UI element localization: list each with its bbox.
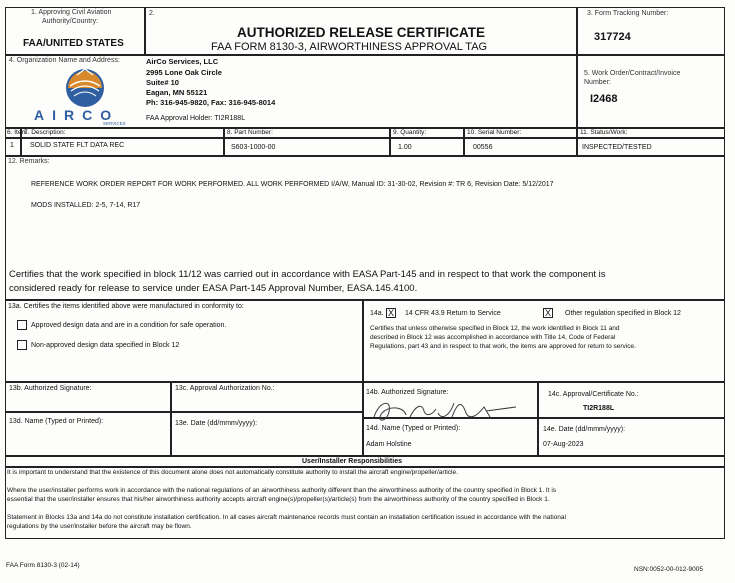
block13c-label: 13c. Approval Authorization No.: — [175, 385, 275, 392]
item-header: 6. Item — [7, 129, 27, 136]
description-header: 7. Description: — [24, 129, 66, 136]
nsn-number: NSN:0052-00-012-9005 — [634, 566, 704, 573]
description-value: SOLID STATE FLT DATA REC — [30, 142, 125, 149]
block14a-text3: Regulations, part 43 and in respect to that work, the items are approved for return to service. — [370, 343, 636, 350]
block5-box — [577, 55, 725, 128]
block3-label: 3. Form Tracking Number: — [587, 10, 669, 17]
responsibilities-p3a: Statement in Blocks 13a and 14a do not constitute installation certification. In all cases aircraft maintenance records must contain an installation certification issued in accordance with the national — [7, 514, 566, 521]
quantity-value: 1.00 — [398, 144, 412, 151]
block14d-box — [363, 418, 538, 456]
cfr-43-9-checkbox[interactable]: X — [387, 308, 394, 318]
responsibilities-p3b: regulations by the user/installer before the aircraft may be flown. — [7, 523, 192, 530]
block13a-box — [5, 300, 363, 382]
block4-label: 4. Organization Name and Address: — [9, 57, 120, 64]
responsibilities-header: User/Installer Responsibilities — [302, 458, 402, 465]
block14a-label: 14a. — [370, 310, 384, 317]
quantity-header: 9. Quantity: — [393, 129, 427, 136]
block14d-label: 14d. Name (Typed or Printed): — [366, 425, 461, 432]
block13d-label: 13d. Name (Typed or Printed): — [9, 418, 104, 425]
block14c-label: 14c. Approval/Certificate No.: — [548, 391, 639, 398]
status-work-value: INSPECTED/TESTED — [582, 144, 652, 151]
block14c-box — [538, 382, 725, 418]
work-order-number: I2468 — [590, 93, 618, 105]
block14a-text1: Certifies that unless otherwise specified in Block 12, the work identified in Block 11 and — [370, 325, 620, 332]
other-regulation-label: Other regulation specified in Block 12 — [565, 310, 681, 317]
block14e-label: 14e. Date (dd/mmm/yyyy): — [543, 426, 626, 433]
faa-approval-holder: FAA Approval Holder: TI2R188L — [146, 115, 246, 122]
form-tracking-number: 317724 — [594, 31, 631, 43]
block5-label-line2: Number: — [584, 79, 611, 86]
form-subtitle: FAA FORM 8130-3, AIRWORTHINESS APPROVAL TAG — [211, 41, 488, 53]
org-phone: Ph: 316-945-9820, Fax: 316-945-8014 — [146, 98, 276, 107]
form-title: AUTHORIZED RELEASE CERTIFICATE — [237, 25, 486, 40]
part-number-value: S603-1000-00 — [231, 144, 276, 151]
org-address2: Suite# 10 — [146, 78, 179, 87]
other-regulation-checkbox[interactable]: X — [544, 308, 551, 318]
form-revision: FAA Form 8130-3 (02-14) — [6, 562, 80, 569]
block5-label-line1: 5. Work Order/Contract/Invoice — [584, 70, 681, 77]
approving-authority: FAA/UNITED STATES — [23, 38, 124, 49]
serial-number-header: 10. Serial Number: — [467, 129, 522, 136]
serial-number-value: 00556 — [473, 144, 493, 151]
block2-label: 2. — [149, 10, 155, 17]
block14e-box — [538, 418, 725, 456]
block13a-label: 13a. Certifies the items identified above were manufactured in conformity to: — [8, 303, 244, 310]
easa-cert-line1: Certifies that the work specified in block 11/12 was carried out in accordance with EASA Part-145 and in respect to that work the component is — [9, 269, 606, 280]
block14b-label: 14b. Authorized Signature: — [366, 389, 449, 396]
remarks-mods: MODS INSTALLED: 2-5, 7-14, R17 — [31, 202, 141, 209]
block1-label-line2: Authority/Country: — [42, 18, 99, 25]
cfr-43-9-label: 14 CFR 43.9 Return to Service — [405, 310, 501, 317]
org-address1: 2995 Lone Oak Circle — [146, 68, 222, 77]
block1-label-line1: 1. Approving Civil Aviation — [31, 9, 112, 16]
org-city: Eagan, MN 55121 — [146, 88, 208, 97]
non-approved-design-checkbox[interactable] — [17, 340, 27, 350]
remarks-label: 12. Remarks: — [8, 158, 50, 165]
block13e-label: 13e. Date (dd/mmm/yyyy): — [175, 420, 258, 427]
item-value: 1 — [10, 142, 14, 149]
easa-cert-line2: considered ready for release to service under EASA Part-145 Approval Number, EASA.145.4100. — [9, 283, 418, 294]
approved-design-checkbox[interactable] — [17, 320, 27, 330]
responsibilities-p2a: Where the user/installer performs work in accordance with the national regulations of an airworthiness authority different than the airworthiness authority of the country specified in Block 1. It is — [7, 487, 557, 494]
airco-logo-subtext: SERVICES — [103, 121, 126, 126]
signer-name: Adam Holstine — [366, 441, 412, 448]
approved-design-label: Approved design data and are in a condition for safe operation. — [31, 322, 227, 329]
block13b-label: 13b. Authorized Signature: — [9, 385, 92, 392]
responsibilities-p1: It is important to understand that the existence of this document alone does not automatically constitute authority to install the aircraft engine/propeller/article. — [7, 469, 458, 476]
responsibilities-p2b: essential that the user/installer ensures that his/her airworthiness authority accepts aircraft engine(s)/propeller(s)/article(s) from the airworthiness authority of the country specified in Block 1. — [7, 496, 550, 503]
part-number-header: 8. Part Number: — [227, 129, 273, 136]
non-approved-design-label: Non-approved design data specified in Block 12 — [31, 342, 180, 349]
org-name: AirCo Services, LLC — [146, 57, 219, 66]
release-date: 07-Aug-2023 — [543, 441, 584, 448]
airco-logo-text: AIRCO — [34, 107, 120, 123]
status-work-header: 11. Status/Work: — [580, 129, 628, 136]
block13e-box — [171, 412, 363, 456]
block14a-text2: described in Block 12 was accomplished in accordance with Title 14, Code of Federal — [370, 334, 616, 341]
approval-certificate-number: TI2R188L — [583, 405, 615, 412]
remarks-line1: REFERENCE WORK ORDER REPORT FOR WORK PERFORMED. ALL WORK PERFORMED I/A/W, Manual ID: 31-30-02, Revision #: TR 6, Revision Date: 5/12/2017 — [31, 181, 554, 188]
